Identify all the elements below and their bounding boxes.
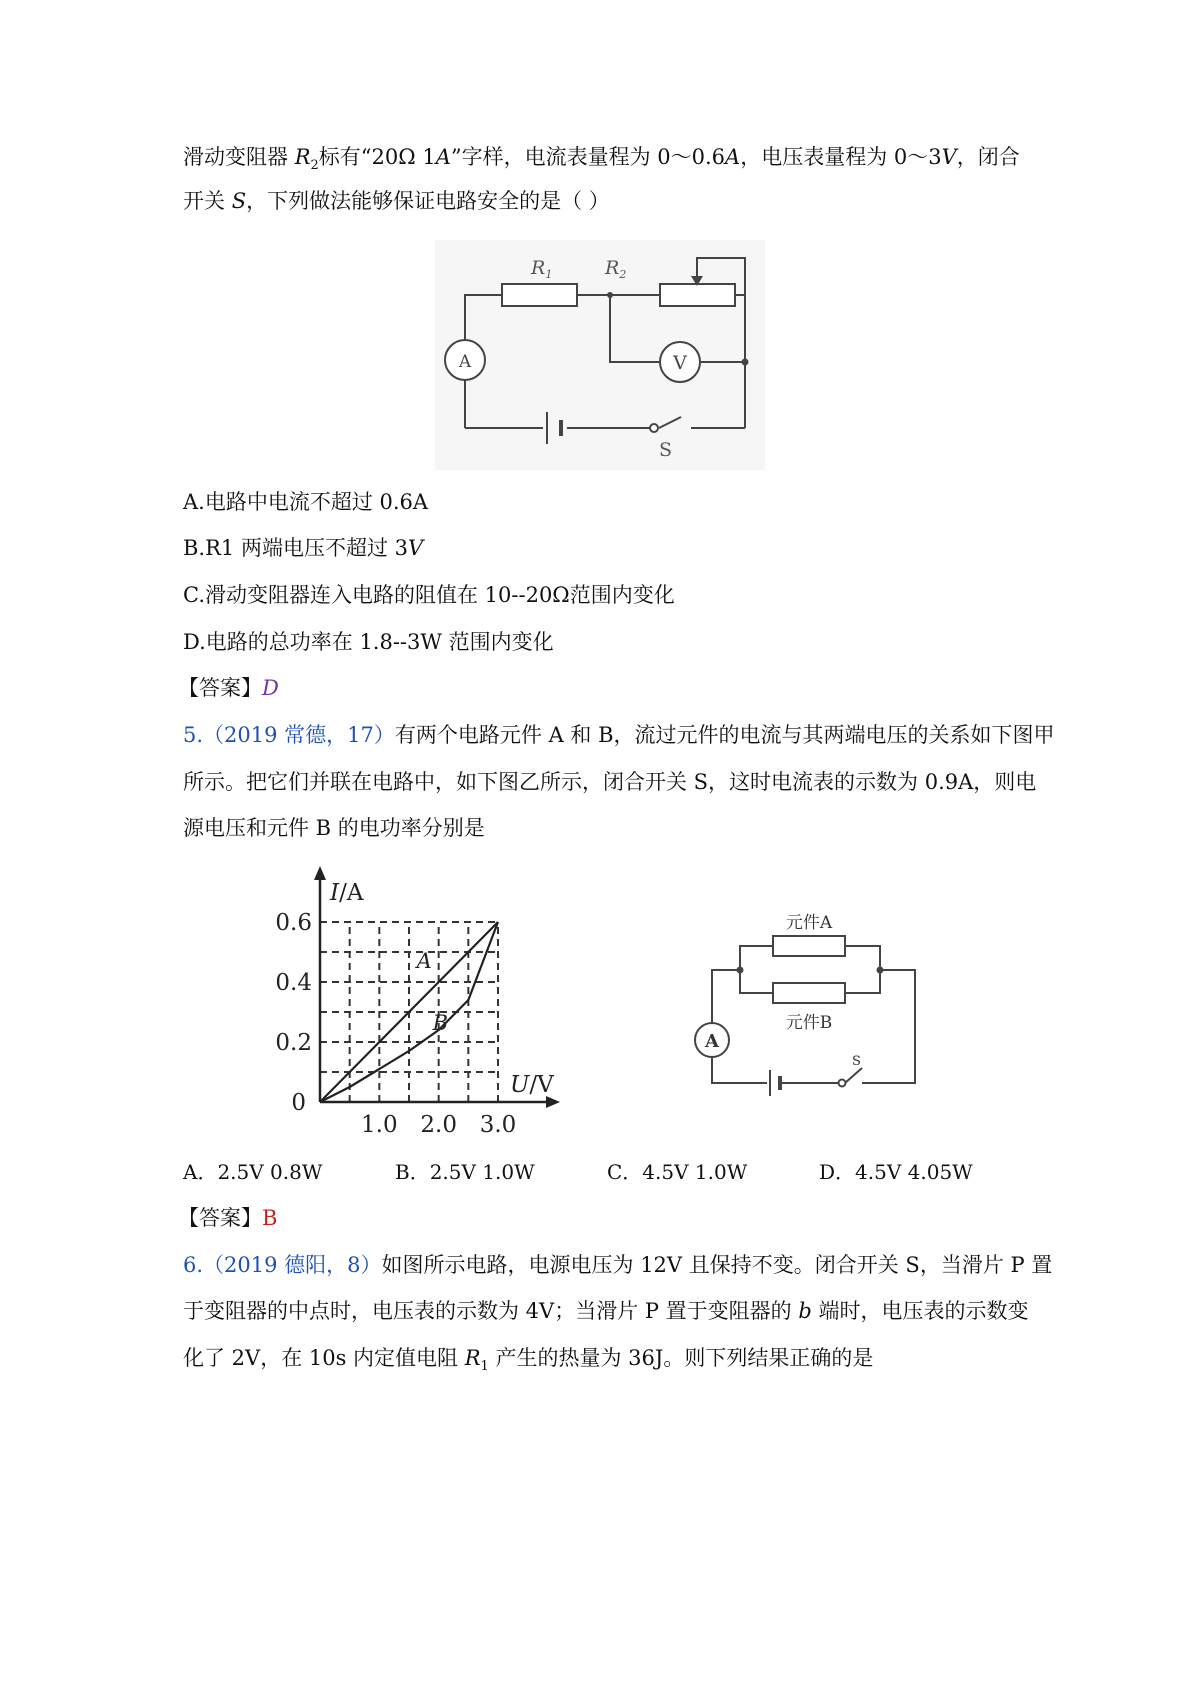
q4-option-b: B.R1 两端电压不超过 3V (183, 536, 424, 560)
q4-circuit-diagram (435, 240, 765, 470)
x-tick-label: 3.0 (479, 1112, 517, 1138)
q4-r1-label: R (531, 257, 546, 279)
origin-label: 0 (291, 1090, 306, 1116)
q5-element-b-label: 元件B (785, 1013, 833, 1033)
q5-parallel-circuit (685, 905, 925, 1110)
q5-iu-chart (275, 865, 615, 1145)
q6-stem-line2: 于变阻器的中点时，电压表的示数为 4V；当滑片 P 置于变阻器的 b 端时，电压表的示数变 (183, 1299, 1029, 1323)
x-axis-label: U/V (510, 1072, 554, 1098)
svg-text:R2: $R_2$ (605, 257, 627, 281)
q5-option-c: C．4.5V 1.0W (607, 1160, 748, 1184)
q5-option-a: A．2.5V 0.8W (183, 1160, 323, 1184)
x-tick-label: 2.0 (420, 1112, 457, 1138)
y-axis-label: I/A (330, 880, 364, 906)
q6-stem-line1: 6.（2019 德阳，8）如图所示电路，电源电压为 12V 且保持不变。闭合开关 S，当滑片 P 置 (183, 1253, 1053, 1277)
q5-element-a-label: 元件A (785, 913, 833, 933)
q4-stem-line2: 开关 S，下列做法能够保证电路安全的是（ ） (183, 189, 610, 213)
q4-option-d: D.电路的总功率在 1.8--3W 范围内变化 (183, 630, 554, 654)
q4-voltmeter-label: V (673, 352, 687, 374)
q4-ammeter-label: A (458, 352, 472, 372)
series-label-B: B (432, 1011, 449, 1035)
q4-stem-line1: 滑动变阻器 $R_2$标有“20Ω 1A”字样，电流表量程为 0～0.6A，电压表量程为 0～3V，闭合 (183, 145, 1020, 174)
q5-stem-line3: 源电压和元件 B 的电功率分别是 (183, 816, 485, 840)
y-tick-label: 0.2 (275, 1030, 312, 1056)
q5-answer: 【答案】B (178, 1206, 278, 1230)
q4-option-a: A.电路中电流不超过 0.6A (183, 490, 429, 514)
q5-option-d: D．4.5V 4.05W (819, 1160, 973, 1184)
y-tick-label: 0.4 (275, 970, 312, 996)
q4-r2-label: R (605, 257, 620, 279)
series-label-A: A (416, 949, 432, 973)
q4-switch-label: S (659, 439, 673, 461)
q4-option-c: C.滑动变阻器连入电路的阻值在 10--20Ω范围内变化 (183, 583, 675, 607)
y-axis-arrow (314, 866, 326, 880)
x-tick-label: 1.0 (361, 1112, 398, 1138)
q5-ammeter-label: A (705, 1031, 719, 1052)
q5-option-b: B．2.5V 1.0W (395, 1160, 535, 1184)
q4-answer: 【答案】D (178, 676, 279, 700)
q5-stem-line1: 5.（2019 常德，17）有两个电路元件 A 和 B，流过元件的电流与其两端电压的关系如下图甲 (183, 723, 1055, 747)
q5-switch-label: S (852, 1054, 861, 1069)
y-tick-label: 0.6 (275, 910, 312, 936)
svg-text:R1: $R_1$ (531, 257, 553, 281)
q5-stem-line2: 所示。把它们并联在电路中，如下图乙所示，闭合开关 S，这时电流表的示数为 0.9A，则电 (183, 770, 1037, 794)
q6-stem-line3: 化了 2V，在 10s 内定值电阻 $R_1$ 产生的热量为 36J。则下列结果正确的是 (183, 1346, 874, 1375)
